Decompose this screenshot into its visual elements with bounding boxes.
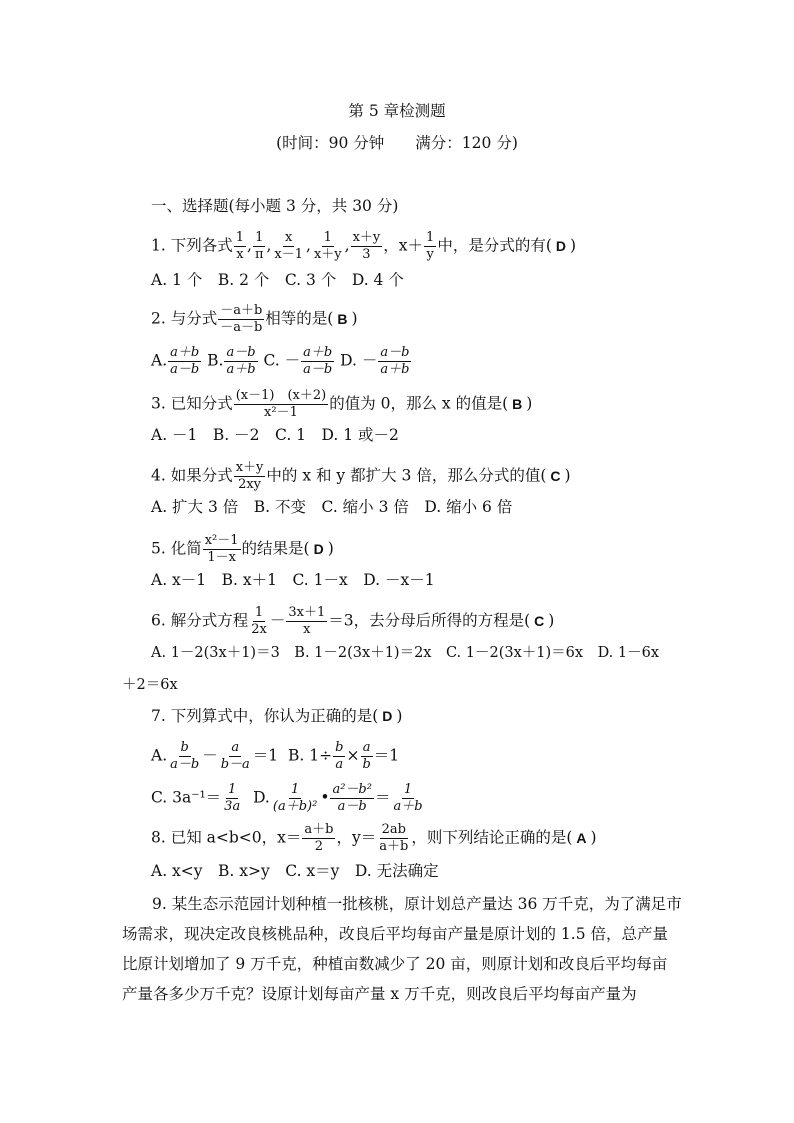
paren-close: ): [564, 466, 571, 485]
fraction: $\frac{1}{\text{(a＋b)²}}$: [272, 782, 318, 814]
minus-sign: －: [269, 611, 286, 630]
fraction: $\frac{1}{x+y}$: [313, 230, 342, 262]
answer: D: [555, 237, 567, 254]
option-d: D. －: [340, 351, 378, 370]
question-6: [0, 606, 794, 637]
answer: A: [576, 829, 587, 846]
q1-options: A. 1 个 B. 2 个 C. 3 个 D. 4 个: [151, 271, 404, 289]
option-a: A.: [151, 746, 168, 765]
paren-close: ): [396, 707, 403, 725]
fraction: $\frac{\text{a²－b²}}{a-b}$: [332, 782, 372, 814]
answer: D: [313, 540, 324, 557]
q4-options: A. 扩大 3 倍 B. 不变 C. 缩小 3 倍 D. 缩小 6 倍: [151, 498, 513, 516]
q4-suffix: 中的 x 和 y 都扩大 3 倍，那么分式的值(: [266, 466, 547, 485]
page-title: 第 5 章检测题: [348, 102, 446, 120]
fraction: $\frac{b}{a-b}$: [170, 740, 200, 772]
minus-sign: －: [202, 746, 218, 765]
fraction: $\frac{1}{3a}$: [224, 782, 241, 814]
fraction: $\frac{2ab}{a+b}$: [379, 822, 409, 854]
fraction: $\frac{a-b}{a+b}$: [226, 345, 256, 377]
q8-options: A. x<y B. x>y C. x＝y D. 无法确定: [151, 862, 439, 880]
question-5: [0, 534, 794, 565]
fraction: $\frac{a}{b-a}$: [220, 740, 250, 772]
fraction: $\frac{1}{x}$: [235, 230, 244, 262]
q8-suffix: ，则下列结论正确的是(: [411, 828, 573, 847]
question-8: [0, 823, 794, 854]
q3-options: A. －1 B. －2 C. 1 D. 1 或－2: [151, 426, 399, 444]
fraction: $\frac{a+b}{2}$: [304, 822, 334, 854]
option-a: A.: [151, 351, 168, 370]
question-1: 1. 下列各式 $\frac{1}{x}$ , $\frac{1}{\pi}$ , $\frac{x}{x-1}$ , $\frac{1}{x+y}$ , $\frac{x+y}{3}$ ，x＋ $\frac{1}{y}$ 中，是分式的有( D ): [151, 230, 577, 262]
q1-mid: x＋: [398, 236, 424, 255]
fraction: $\frac{b}{a}$: [335, 740, 344, 772]
q2-prefix: 2. 与分式: [151, 309, 218, 328]
answer: B: [512, 395, 523, 412]
q6-suffix: ＝3，去分母后所得的方程是(: [328, 611, 531, 630]
q1-prefix: 1. 下列各式: [151, 236, 233, 255]
section-heading: 一、选择题(每小题 3 分，共 30 分): [151, 197, 399, 215]
q4-prefix: 4. 如果分式: [151, 466, 233, 485]
q6-options-wrap: ＋2＝6x: [122, 677, 178, 693]
dot-sign: •: [320, 788, 330, 807]
equals-one: ＝1: [252, 746, 279, 765]
answer: D: [382, 708, 393, 724]
fraction: $\frac{a-b}{a+b}$: [380, 345, 410, 377]
question-2: [0, 304, 794, 335]
answer: C: [534, 612, 545, 629]
answer: B: [337, 310, 348, 327]
paren-close: ): [590, 828, 597, 847]
fraction: $\frac{-a+b}{-a-b}$: [220, 303, 263, 335]
q2-options: [0, 346, 794, 377]
exam-info: (时间：90 分钟 满分：120 分): [276, 134, 518, 152]
q8-mid: ，y＝: [336, 828, 377, 847]
fraction: $\frac{x}{x-1}$: [274, 230, 304, 262]
fraction: $\frac{x+y}{2xy}$: [235, 460, 264, 492]
q5-suffix: 的结果是(: [241, 539, 310, 558]
fraction: $\frac{1}{a+b}$: [393, 782, 423, 814]
paren-close: ): [327, 539, 334, 558]
fraction: $\frac{a+b}{a-b}$: [303, 345, 333, 377]
q6-prefix: 6. 解分式方程: [151, 611, 249, 630]
paren-close: ): [351, 309, 358, 328]
times-sign: ×: [346, 746, 360, 765]
q3-suffix: 的值为 0，那么 x 的值是(: [329, 394, 509, 413]
fraction: $\frac{x+y}{3}$: [352, 230, 381, 262]
fraction: $\frac{1}{y}$: [426, 230, 435, 262]
fraction: $\frac{a+b}{a-b}$: [170, 345, 200, 377]
fraction: $\frac{a}{b}$: [362, 740, 371, 772]
q7-prefix: 7. 下列算式中，你认为正确的是(: [151, 707, 379, 725]
option-d: D.: [253, 788, 270, 807]
q5-prefix: 5. 化简: [151, 539, 202, 558]
q1-suffix: 中，是分式的有(: [437, 236, 552, 255]
option-b: B.: [207, 351, 224, 370]
q3-prefix: 3. 已知分式: [151, 394, 233, 413]
paren-close: ): [548, 611, 555, 630]
question-7: [0, 706, 794, 726]
fraction: $\frac{1}{2x}$: [251, 605, 267, 637]
equals-one: ＝1: [373, 746, 400, 765]
q7-options-ab: [0, 741, 794, 772]
equals-sign: ＝: [374, 788, 391, 807]
q2-suffix: 相等的是(: [265, 309, 334, 328]
question-3: [0, 389, 794, 420]
answer: C: [550, 467, 561, 484]
option-c: C. －: [263, 351, 301, 370]
q6-options: A. 1－2(3x＋1)＝3 B. 1－2(3x＋1)＝2x C. 1－2(3x＋1)＝6x D. 1－6x: [151, 645, 660, 661]
paren-close: ): [570, 236, 577, 255]
fraction: $\frac{3x+1}{x}$: [288, 605, 326, 637]
q8-prefix: 8. 已知 a<b<0，x＝: [151, 828, 302, 847]
option-b: B. 1÷: [288, 746, 333, 765]
fraction: $\frac{(x-1) (x+2)}{\text{x²－1}}$: [235, 388, 327, 420]
question-9: 9. 某生态示范园计划种植一批核桃，原计划总产量达 36 万千克，为了满足市场需求，现决定改良核桃品种，改良后平均每亩产量是原计划的 1.5 倍，总产量比原计划增加了 9 万千克，种植亩数减少了 20 亩，则原计划和改良后平均每亩产量各多少万千克？设原计划每亩产量 x 万千克，则改良后平均每亩产量为: [122, 895, 682, 1003]
fraction: $\frac{1}{\pi}$: [254, 230, 264, 262]
question-4: [0, 461, 794, 492]
option-c: C. 3a⁻¹＝: [151, 788, 222, 807]
fraction: $\frac{\text{x²－1}}{1-x}$: [204, 533, 239, 565]
paren-close: ): [526, 394, 533, 413]
q5-options: A. x－1 B. x＋1 C. 1－x D. －x－1: [151, 571, 435, 589]
q7-options-cd: [0, 783, 794, 814]
